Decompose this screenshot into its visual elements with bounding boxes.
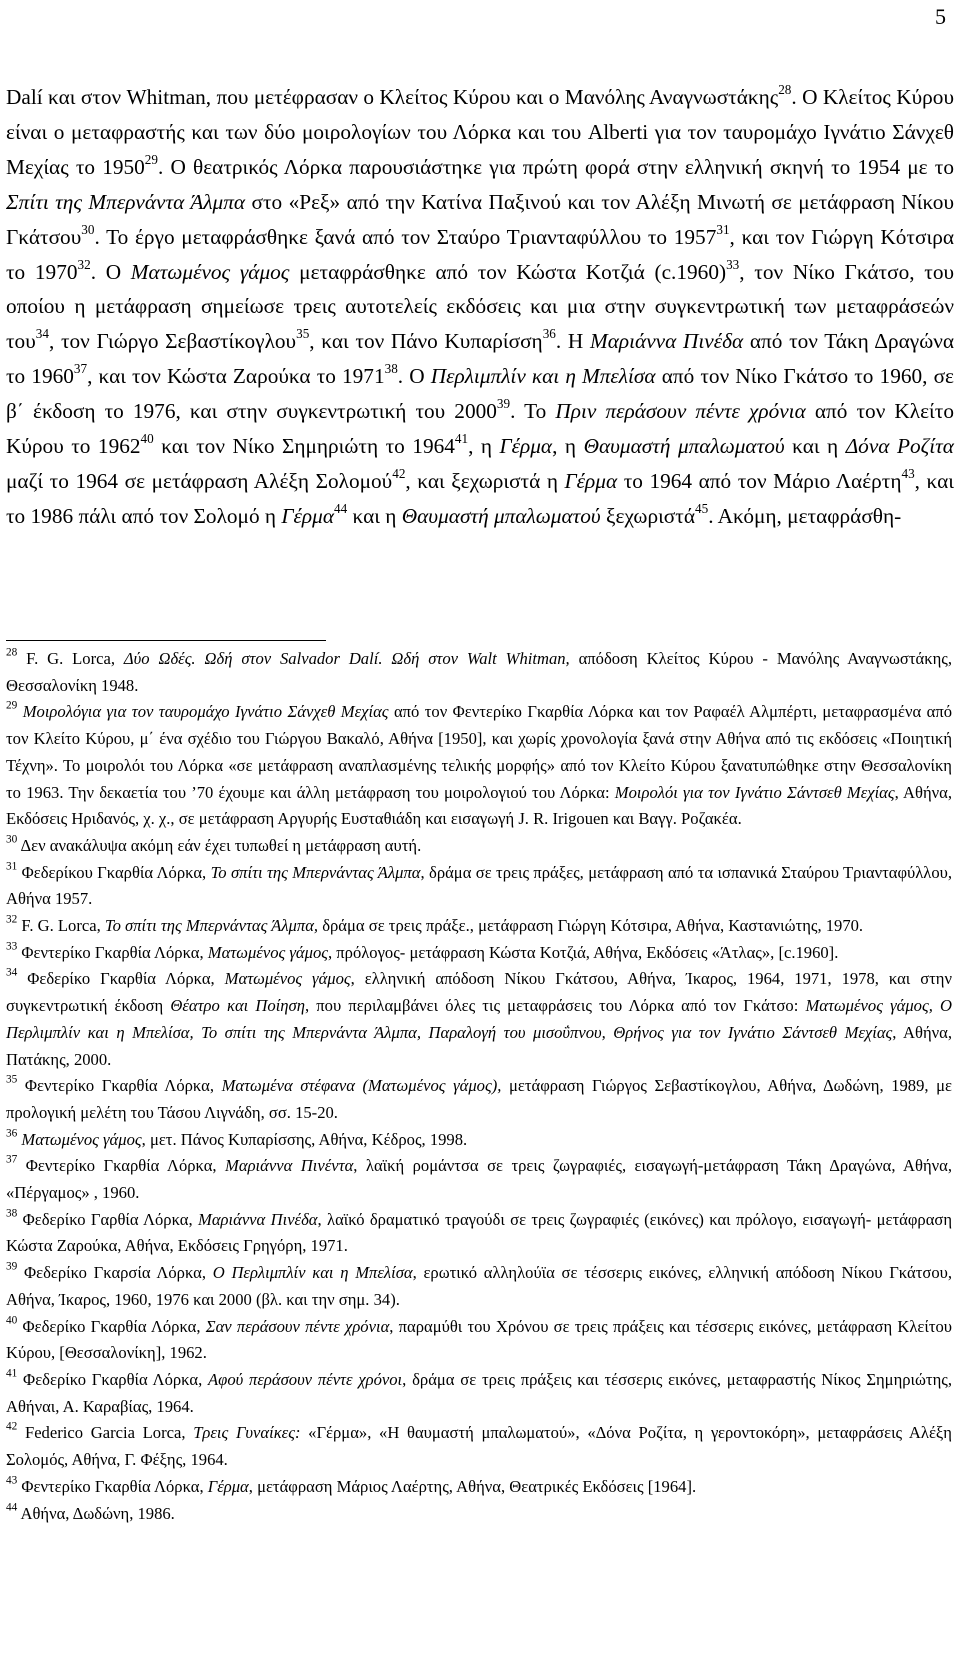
footnote-title-italic: Θέατρο και Ποίηση [170, 996, 305, 1016]
footnote-text: , ελληνική απόδοση Νίκου Γκάτσου, Αθήνα, Ίκαρος, 1964, 1971, 1978, και στην συγκεντρωτική έκδοση [6, 969, 952, 1016]
body-title-italic: Περλιμπλίν και η Μπελίσα [430, 364, 656, 389]
body-text: ξεχωριστά [600, 503, 696, 528]
footnote-number: 29 [6, 699, 18, 712]
footnote-34 [6, 966, 952, 1073]
footnote-number: 42 [6, 1420, 18, 1433]
footnote-number: 39 [6, 1260, 18, 1273]
body-text: από τον Κλείτο Κύρου το 1962 [6, 399, 954, 459]
footnote-title-italic: Το σπίτι της Μπερνάντας Άλμπα, [104, 916, 319, 936]
footnote-title-italic: Το σπίτι της Μπερνάντας Άλμπα [210, 862, 421, 882]
body-text: , τον Νίκο Γκάτσο, του οποίου η μετάφραση σημείωσε τρεις αυτοτελείς εκδόσεις και μια στην συγκεντρωτική των μεταφράσεών του [6, 259, 955, 354]
body-title-italic: Γέρμα [499, 434, 553, 459]
body-title-italic: Πριν περάσουν πέντε χρόνια [555, 399, 806, 424]
footnote-number: 37 [6, 1153, 18, 1166]
footnote-reference: 42 [392, 466, 406, 482]
footnote-39 [6, 1260, 952, 1313]
footnote-number: 35 [6, 1073, 18, 1086]
footnote-text: , Αθήνα, Εκδόσεις Ηριδανός, χ. χ., σε μετάφραση Αργυρής Ευσταθιάδη και εισαγωγή J. R. Irigouen και Βαγγ. Ροζακέα. [6, 782, 952, 829]
footnote-42 [6, 1420, 952, 1473]
footnote-reference: 38 [384, 361, 398, 377]
footnote-number: 28 [6, 646, 18, 659]
footnote-41 [6, 1367, 952, 1420]
footnote-title-italic: Ματωμένα στέφανα (Ματωμένος γάμος), [221, 1076, 502, 1096]
body-text: . Η [555, 329, 590, 354]
footnote-43 [6, 1474, 952, 1501]
footnote-text: Federico Garcia Lorca, [17, 1423, 194, 1443]
footnote-title-italic: Μοιρολόι για τον Ιγνάτιο Σάντσεθ Μεχίας [614, 782, 895, 802]
body-text: από τον Νίκο Γκάτσο το 1960, σε β΄ έκδοση το 1976, και στην συγκεντρωτική του 2000 [6, 364, 954, 424]
footnote-title-italic: Σαν περάσουν πέντε χρόνια [205, 1316, 390, 1336]
footnote-reference: 39 [496, 396, 511, 412]
footnote-reference: 32 [77, 256, 91, 272]
footnote-reference: 33 [726, 256, 740, 272]
body-text: και η [347, 503, 402, 528]
footnote-text: Φεντερίκο Γκαρθία Λόρκα, [17, 1156, 226, 1176]
body-title-italic: Σπίτι της Μπερνάντα Άλμπα [6, 189, 246, 214]
footnote-29 [6, 699, 952, 833]
footnote-reference: 44 [334, 500, 348, 516]
footnote-text: Φεδερίκο Γκαρθία Λόρκα, [17, 1369, 209, 1389]
footnote-text: , λαϊκό δραματικό τραγούδι σε τρεις ζωγραφιές (εικόνες) και πρόλογο, εισαγωγή- μετάφραση Κώστα Ζαρούκα, Αθήνα, Εκδόσεις Γρηγόρη, 1971. [6, 1209, 953, 1256]
body-text: , και ξεχωριστά η [405, 468, 565, 493]
footnote-text: Φεντερίκο Γκαρθία Λόρκα, [17, 1076, 222, 1096]
footnote-reference: 36 [542, 326, 556, 342]
footnote-title-italic: Γέρμα [207, 1476, 249, 1496]
footnote-title-italic: Ματωμένος γάμος [224, 969, 351, 989]
footnote-reference: 29 [144, 151, 158, 167]
footnote-reference: 45 [695, 500, 709, 516]
footnote-text: Φεδερίκο Γκαρθία Λόρκα, [17, 969, 225, 989]
page-number: 5 [935, 4, 946, 29]
body-title-italic: Μαριάννα Πινέδα [589, 329, 744, 354]
footnote-number: 41 [6, 1367, 18, 1380]
body-text: . Ο θεατρικός Λόρκα παρουσιάστηκε για πρώτη φορά στην ελληνική σκηνή το 1954 με το [157, 154, 954, 179]
footnote-36 [6, 1127, 952, 1154]
footnotes [6, 646, 952, 1527]
body-text: , και τον Πάνο Κυπαρίσση [309, 329, 543, 354]
footnote-text: , ερωτικό αλληλούϊα σε τέσσερις εικόνες, ελληνική απόδοση Νίκου Γκάτσου, Αθήνα, Ίκαρος, 1960, 1976 και 2000 (βλ. και την σημ. 34). [6, 1263, 952, 1309]
footnote-number: 33 [6, 940, 18, 953]
footnote-number: 34 [6, 966, 18, 979]
footnote-title-italic: Μοιρολόγια για τον ταυρομάχο Ιγνάτιο Σάνχεθ Μεχίας [22, 702, 389, 722]
footnote-text: δράμα σε τρεις πράξε., μετάφραση Γιώργη Κότσιρα, Αθήνα, Καστανιώτης, 1970. [318, 916, 864, 936]
footnote-text: , που περιλαμβάνει όλες τις μεταφράσεις του Λόρκα από τον Γκάτσο: [304, 996, 806, 1016]
body-text: . Ο Κλείτος Κύρου είναι ο μεταφραστής και των δύο μοιρολογίων του Λόρκα και του Alberti για τον ταυρομάχο Ιγνάτιο Σάνχεθ Μεχίας το 1950 [6, 85, 954, 179]
footnote-reference: 37 [73, 361, 88, 377]
footnote-title-italic: Δύο Ωδές. Ωδή στον Salvador Dalí. Ωδή στον Walt Whitman, [123, 649, 570, 668]
footnote-text: , δράμα σε τρεις πράξες, μετάφραση από τα ισπανικά Σταύρου Τριανταφύλλου, Αθήνα 1957. [6, 862, 952, 909]
body-text: , τον Γιώργο Σεβαστίκογλου [48, 329, 297, 354]
footnote-text: Αθήνα, Δωδώνη, 1986. [17, 1503, 175, 1523]
footnote-text: μετάφραση Γιώργος Σεβαστίκογλου, Αθήνα, Δωδώνη, 1989, με προλογική μελέτη του Τάσου Λιγνάδη, σσ. 15-20. [6, 1076, 953, 1122]
body-text: . Ο [397, 364, 431, 389]
footnote-reference: 40 [140, 431, 154, 447]
footnote-title-italic: Ματωμένος γάμος, Ο Περλιμπλίν και η Μπελίσα, Το σπίτι της Μπερνάντα Άλμπα, Παραλογή του μισοΰπνου, Θρήνος για τον Ιγνάτιο Σάντσεθ Μεχίας [6, 996, 952, 1042]
footnote-text: , Αθήνα, Πατάκης, 2000. [6, 1022, 952, 1069]
main-paragraph [6, 80, 954, 534]
body-text: , και το 1986 πάλι από τον Σολομό η [6, 468, 954, 528]
body-title-italic: Θαυμαστή μπαλωματού [401, 503, 601, 528]
footnote-text: , δράμα σε τρεις πράξεις και τέσσερις εικόνες, μεταφραστής Νίκος Σημηριώτης, Αθήναι, Α. Καραβίας, 1964. [6, 1369, 952, 1416]
footnote-number: 31 [6, 860, 18, 873]
footnote-text: , παραμύθι του Χρόνου σε τρεις πράξεις και τέσσερις εικόνες, μετάφραση Κλείτου Κύρου, [Θεσσαλονίκη], 1962. [6, 1316, 952, 1363]
footnote-text: , μετ. Πάνος Κυπαρίσσης, Αθήνα, Κέδρος, 1998. [141, 1129, 468, 1149]
body-title-italic: Γέρμα [564, 468, 618, 493]
footnote-28 [6, 646, 952, 699]
footnote-text: Φεδερίκο Γκαρθία Λόρκα, [17, 1316, 206, 1336]
body-text: . Το έργο μεταφράσθηκε ξανά από τον Σταύρο Τριανταφύλλου το 1957 [94, 224, 717, 249]
footnote-number: 32 [6, 913, 18, 926]
footnote-text: από τον Φεντερίκο Γκαρθία Λόρκα και τον Ραφαέλ Αλμπέρτι, μεταφρασμένα από τον Κλείτο Κύρου, μ΄ ένα σχέδιο του Γιώργου Βακαλό, Αθήνα [1950], και χωρίς χρονολογία ξανά στην Αθήνα από τις εκδόσεις «Ποιητική Τέχνη». Το μοιρολόι του Λόρκα «σε μετάφραση αναπλασμένης τελικής μορφής» από τον Κλείτο Κύρου ξανατυπώθηκε στην Θεσσαλονίκη το 1963. Την δεκαετία του ’70 έχουμε και άλλη μετάφραση του μοιρολογιού του Λόρκα: [6, 702, 952, 802]
body-text: μαζί το 1964 σε μετάφραση Αλέξη Σολομού [6, 468, 393, 493]
footnote-text: F. G. Lorca, [17, 649, 124, 668]
footnote-33 [6, 940, 952, 967]
footnote-reference: 34 [35, 326, 49, 342]
footnote-title-italic: Μαριάννα Πινέδα [198, 1209, 318, 1229]
footnote-text: , μετάφραση Μάριος Λαέρτης, Αθήνα, Θεατρικές Εκδόσεις [1964]. [248, 1476, 697, 1496]
footnote-reference: 30 [81, 221, 95, 237]
body-text: Dalí και στον Whitman, που μετέφρασαν ο Κλείτος Κύρου και ο Μανόλης Αναγνωστάκης [6, 85, 779, 109]
footnote-text: , πρόλογος- μετάφραση Κώστα Κοτζιά, Αθήνα, Εκδόσεις «Άτλας», [c.1960]. [328, 942, 839, 962]
footnote-title-italic: Αφού περάσουν πέντε χρόνοι [208, 1369, 403, 1389]
body-text: και η [784, 434, 846, 459]
footnote-number: 40 [6, 1314, 18, 1327]
footnote-31 [6, 860, 952, 913]
body-text: στο «Ρεξ» από την Κατίνα Παξινού και τον Αλέξη Μινωτή σε μετάφραση Νίκου Γκάτσου [6, 189, 954, 249]
footnote-title-italic: Ματωμένος γάμος [21, 1129, 142, 1149]
footnote-title-italic: Ο Περλιμπλίν και η Μπελίσα [212, 1263, 413, 1283]
footnote-reference: 31 [716, 221, 730, 237]
body-text: και τον Νίκο Σημηριώτη το 1964 [153, 434, 455, 459]
footnote-number: 44 [6, 1501, 18, 1514]
footnote-text: «Γέρμα», «Η θαυμαστή μπαλωματού», «Δόνα Ροζίτα, η γεροντοκόρη», μεταφράσεις Αλέξη Σολομός, Αθήνα, Γ. Φέξης, 1964. [6, 1423, 952, 1470]
body-title-italic: Δόνα Ροζίτα [845, 434, 954, 459]
footnote-reference: 28 [778, 82, 792, 98]
footnote-text: Δεν ανακάλυψα ακόμη εάν έχει τυπωθεί η μετάφραση αυτή. [17, 835, 422, 855]
footnote-30 [6, 833, 952, 860]
footnote-32 [6, 913, 952, 940]
footnote-number: 36 [6, 1127, 18, 1140]
footnote-text: , λαϊκή ρομάντσα σε τρεις ζωγραφιές, εισαγωγή-μετάφραση Τάκη Δραγώνα, Αθήνα, «Πέργαμος» , 1960. [6, 1156, 953, 1203]
footnote-reference: 35 [296, 326, 310, 342]
footnote-reference: 41 [454, 431, 469, 447]
footnote-number: 43 [6, 1474, 18, 1487]
footnote-separator [6, 640, 326, 641]
body-text: το 1964 από τον Μάριο Λαέρτη [617, 468, 902, 493]
footnote-text: απόδοση Κλείτος Κύρου - Μανόλης Αναγνωστάκης, Θεσσαλονίκη 1948. [6, 649, 952, 695]
footnote-title-italic: Τρεις Γυναίκες: [193, 1423, 301, 1443]
footnote-44 [6, 1501, 952, 1528]
body-text: . Ο [90, 259, 131, 284]
body-text: . Ακόμη, μεταφράσθη- [708, 503, 902, 528]
body-title-italic: Ματωμένος γάμος [130, 259, 290, 284]
body-text: , και τον Κώστα Ζαρούκα το 1971 [87, 364, 385, 389]
footnote-title-italic: Ματωμένος γάμος [207, 942, 328, 962]
footnote-35 [6, 1073, 952, 1126]
footnote-text: F. G. Lorca, [17, 916, 105, 936]
body-title-italic: Θαυμαστή μπαλωματού [583, 434, 785, 459]
footnote-text: Φεντερίκο Γκαρθία Λόρκα, [17, 1476, 208, 1496]
body-text: , η [552, 434, 584, 459]
footnote-reference: 43 [901, 466, 915, 482]
body-text: , και τον Γιώργη Κότσιρα το 1970 [6, 224, 954, 284]
body-text: , η [468, 434, 500, 459]
footnote-number: 30 [6, 833, 18, 846]
body-text: μεταφράσθηκε από τον Κώστα Κοτζιά (c.1960) [289, 259, 727, 284]
footnote-40 [6, 1314, 952, 1367]
body-title-italic: Γέρμα [281, 503, 335, 528]
footnote-text: Φεντερίκο Γκαρθία Λόρκα, [17, 942, 208, 962]
footnote-37 [6, 1153, 952, 1206]
footnote-text: Φεδερίκου Γκαρθία Λόρκα, [17, 862, 211, 882]
body-text: από τον Τάκη Δραγώνα το 1960 [6, 329, 955, 389]
footnote-text: Φεδερίκο Γαρθία Λόρκα, [17, 1209, 198, 1229]
footnote-38 [6, 1207, 952, 1260]
body-text: . Το [510, 399, 556, 424]
footnote-title-italic: Μαριάννα Πινέντα [225, 1156, 354, 1176]
footnote-text: Φεδερίκο Γκαρσία Λόρκα, [17, 1263, 213, 1283]
footnote-number: 38 [6, 1207, 18, 1220]
